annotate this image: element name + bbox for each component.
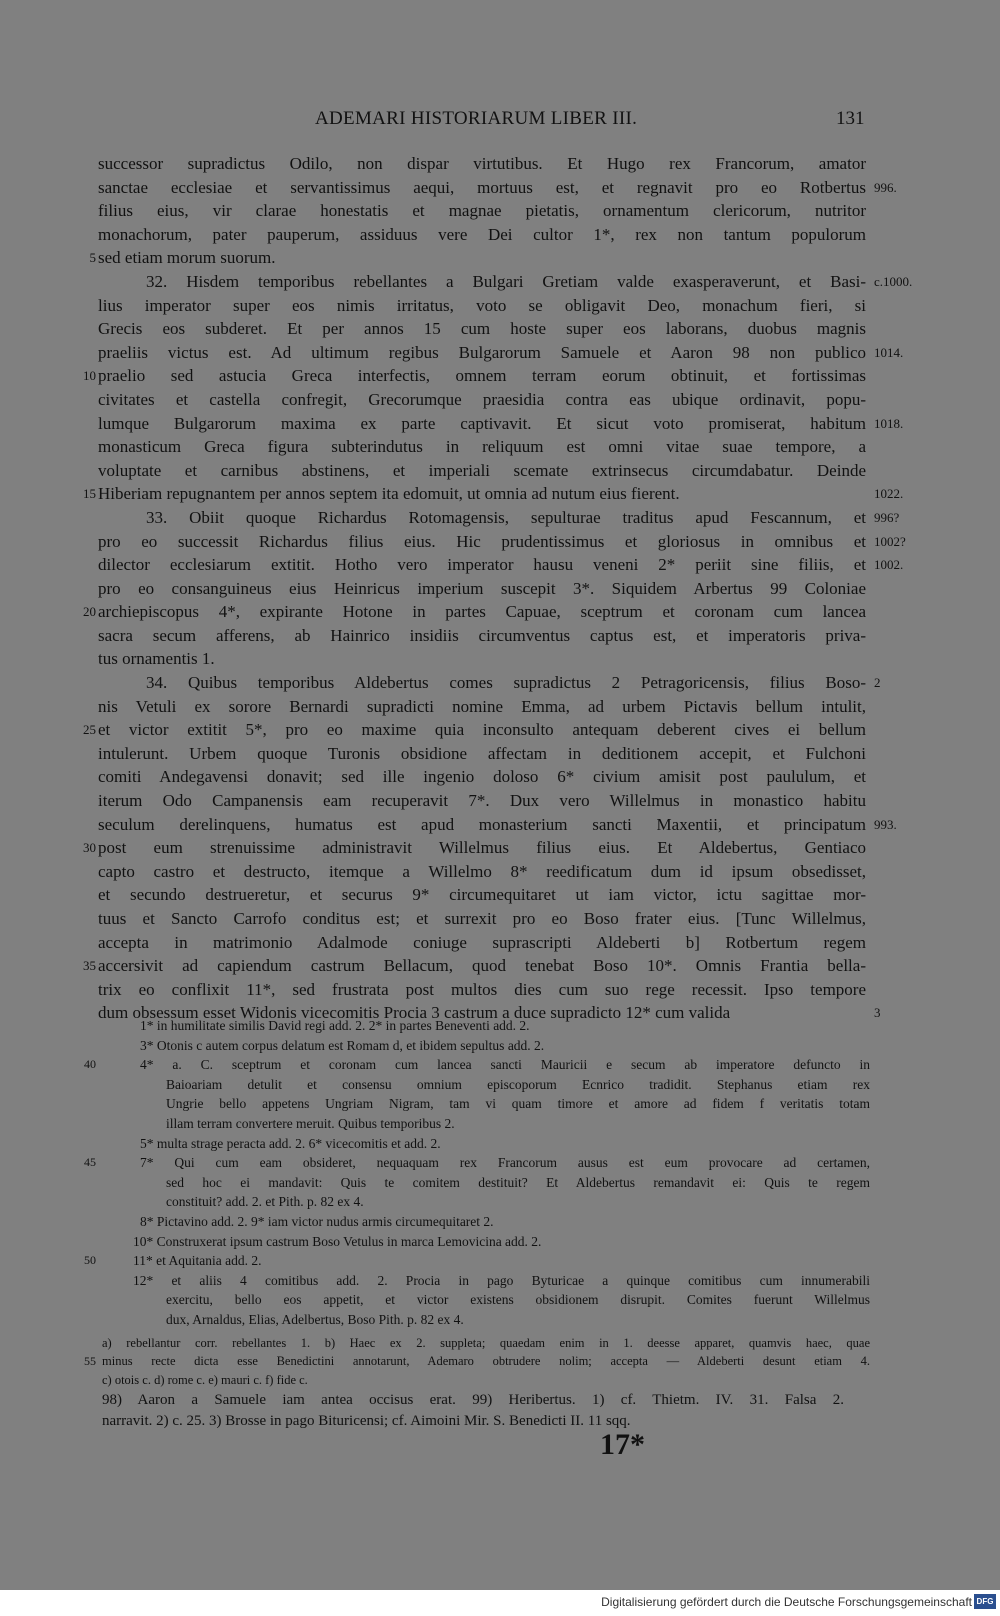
- margin-date: 1002.: [874, 557, 904, 573]
- text-line: [0, 152, 1000, 176]
- footer-credit: Digitalisierung gefördert durch die Deutsche Forschungsgemeinschaft: [601, 1595, 972, 1609]
- note-text: 7* Qui cum eam obsideret, nequaquam rex Francorum ausus est eum provocare ad certamen,: [140, 1155, 870, 1171]
- line-text: Hiberiam repugnantem per annos septem ita edomuit, ut omnia ad nutum eius fierent.: [98, 484, 680, 504]
- line-text: trix eo conflixit 11*, sed frustrata post multos dies cum suo rege recessit. Ipso tempore: [98, 979, 866, 999]
- line-text: voluptate et carnibus abstinens, et imperiali scemate extrinsecus circumdabatur. Deinde: [98, 460, 866, 480]
- footnote-line: [0, 1390, 1000, 1411]
- signature-mark: 17*: [600, 1428, 645, 1461]
- text-line: [0, 435, 1000, 459]
- line-text: iterum Odo Campanensis eam recuperavit 7*. Dux vero Willelmus in monastico habitu: [98, 791, 866, 811]
- text-line: [0, 600, 1000, 624]
- text-line: [0, 883, 1000, 907]
- line-text: Grecis eos subderet. Et per annos 15 cum hoste super eos laborans, duobus magnis: [98, 319, 866, 339]
- text-line: [0, 978, 1000, 1002]
- note-line: [0, 1134, 1000, 1154]
- line-text: accersivit ad capiendum castrum Bellacum, quod tenebat Boso 10*. Omnis Frantia bella-: [98, 956, 866, 976]
- text-line: [0, 718, 1000, 742]
- note-text: dux, Arnaldus, Elias, Adelbertus, Boso Pith. p. 82 ex 4.: [166, 1311, 464, 1327]
- note-text: Baioariam detulit et consensu omnium episcoporum Ecnrico tradidit. Stephanus etiam rex: [166, 1076, 870, 1092]
- text-line: [0, 176, 1000, 200]
- note-text: 11* et Aquitania add. 2.: [133, 1253, 262, 1269]
- line-text: accepta in matrimonio Adalmode coniuge suprascripti Aldeberti b] Rotbertum regem: [98, 932, 866, 952]
- line-text: dum obsessum esset Widonis vicecomitis Procia 3 castrum a duce supradicto 12* cum valida: [98, 1003, 731, 1023]
- note-line: [0, 1232, 1000, 1252]
- note-text: sed hoc ei mandavit: Quis te comitem destituit? Et Aldebertus remandavit ei: Quis te regem: [166, 1174, 870, 1190]
- line-text: 34. Quibus temporibus Aldebertus comes supradictus 2 Petragoricensis, filius Boso-: [146, 673, 866, 693]
- text-line: [0, 364, 1000, 388]
- line-number: 10: [83, 368, 96, 384]
- note-text: constituit? add. 2. et Pith. p. 82 ex 4.: [166, 1194, 364, 1210]
- text-line: [0, 954, 1000, 978]
- running-title: ADEMARI HISTORIARUM LIBER III.: [315, 108, 638, 129]
- note-text: 4* a. C. sceptrum et coronam cum lancea sancti Mauricii e secum ab imperatore defuncto in: [140, 1057, 870, 1073]
- line-text: et secundo destrueretur, et securus 9* circumequitaret ut iam victor, ictu sagittae mor-: [98, 885, 866, 905]
- line-text: lumque Bulgarorum maxima ex parte captivavit. Et sicut voto promiserat, habitum: [98, 413, 866, 433]
- margin-date: 1022.: [874, 486, 904, 502]
- text-line: [0, 553, 1000, 577]
- footer-bar: [0, 1590, 1000, 1616]
- line-number: 5: [89, 250, 96, 266]
- variant-text: minus recte dicta esse Benedictini annotarunt, Ademaro obtrudere nolim; accepta — Aldeberti desunt etiam 4.: [102, 1354, 870, 1369]
- line-number: 50: [84, 1253, 96, 1268]
- margin-date: 1014.: [874, 344, 904, 360]
- margin-date: 1018.: [874, 415, 904, 431]
- line-text: pro eo consanguineus eius Heinricus imperium suscepit 3*. Siquidem Arbertus 99 Coloniae: [98, 578, 866, 598]
- line-number: 35: [83, 958, 96, 974]
- line-number: 40: [84, 1057, 96, 1072]
- text-line: [0, 624, 1000, 648]
- line-number: 30: [83, 840, 96, 856]
- line-text: sanctae ecclesiae et servantissimus aequi, mortuus est, et regnavit pro eo Rotbertus: [98, 177, 866, 197]
- text-line: [0, 388, 1000, 412]
- line-number: 45: [84, 1155, 96, 1170]
- footnote-text: 98) Aaron a Samuele iam antea occisus erat. 99) Heribertus. 1) cf. Thietm. IV. 31. Falsa 2.: [102, 1392, 844, 1408]
- text-line: [0, 836, 1000, 860]
- variant-text: c) otois c. d) rome c. e) mauri c. f) fide c.: [102, 1372, 308, 1387]
- line-number: 25: [83, 722, 96, 738]
- line-text: filius eius, vir clarae honestatis et magnae pietatis, ornamentum clericorum, nutritor: [98, 201, 866, 221]
- note-line: [0, 1114, 1000, 1134]
- line-text: archiepiscopus 4*, expirante Hotone in partes Capuae, sceptrum et coronam cum lancea: [98, 602, 866, 622]
- margin-date: 2: [874, 675, 881, 691]
- line-text: capto castro et destructo, itemque a Willelmo 8* reedificatum dum id ipsum obsedisset,: [98, 861, 866, 881]
- footnote-line: [0, 1411, 1000, 1432]
- dfg-logo: DFG: [974, 1594, 996, 1609]
- line-number: 55: [84, 1354, 96, 1369]
- text-line: [0, 765, 1000, 789]
- note-line: [0, 1094, 1000, 1114]
- note-line: [0, 1153, 1000, 1173]
- variant-line: [0, 1334, 1000, 1352]
- page-header: [0, 108, 1000, 134]
- main-text: [0, 152, 1000, 1025]
- text-line: [0, 412, 1000, 436]
- line-text: et victor extitit 5*, pro eo maxime quia inconsulto antequam deberent cives ei bellum: [98, 720, 866, 740]
- variant-text: a) rebellantur corr. rebellantes 1. b) Haec ex 2. suppleta; quaedam enim in 1. deesse apparet, quamvis haec, quae: [102, 1336, 870, 1350]
- text-line: [0, 671, 1000, 695]
- margin-date: 1002?: [874, 533, 906, 549]
- text-line: [0, 907, 1000, 931]
- note-line: [0, 1310, 1000, 1330]
- note-text: illam terram convertere meruit. Quibus temporibus 2.: [166, 1115, 455, 1131]
- margin-date: 996?: [874, 509, 900, 525]
- line-text: monachorum, pater pauperum, assiduus vere Dei cultor 1*, rex non tantum populorum: [98, 224, 866, 244]
- margin-date: 993.: [874, 816, 897, 832]
- line-text: tus ornamentis 1.: [98, 649, 215, 669]
- note-text: exercitu, bello eos appetit, et victor existens obsidionem disrupit. Comites fuerunt Willelmus: [166, 1292, 870, 1308]
- additions-apparatus: [0, 1016, 1000, 1330]
- text-line: [0, 459, 1000, 483]
- note-line: [0, 1075, 1000, 1095]
- note-text: 3* Otonis c autem corpus delatum est Romam d, et ibidem sepultus add. 2.: [140, 1037, 545, 1053]
- line-text: seculum derelinquens, humatus est apud monasterium sancti Maxentii, et principatum: [98, 814, 866, 834]
- text-line: [0, 931, 1000, 955]
- note-line: [0, 1016, 1000, 1036]
- line-text: 32. Hisdem temporibus rebellantes a Bulgari Gretiam valde exasperaverunt, et Basi-: [146, 271, 866, 291]
- margin-date: 3: [874, 1005, 881, 1021]
- text-line: [0, 270, 1000, 294]
- line-text: comiti Andegavensi donavit; sed ille ingenio doloso 6* civium amisit post paululum, et: [98, 767, 866, 787]
- note-text: 8* Pictavino add. 2. 9* iam victor nudus armis circumequitaret 2.: [140, 1213, 494, 1229]
- line-text: dilector ecclesiarum extitit. Hotho vero imperator hausu veneni 2* periit sine filiis, et: [98, 555, 866, 575]
- text-line: [0, 506, 1000, 530]
- line-text: sed etiam morum suorum.: [98, 248, 276, 268]
- text-line: [0, 647, 1000, 671]
- note-text: 10* Construxerat ipsum castrum Boso Vetulus in marca Lemovicina add. 2.: [133, 1233, 542, 1249]
- note-line: [0, 1290, 1000, 1310]
- note-line: [0, 1192, 1000, 1212]
- note-line: [0, 1212, 1000, 1232]
- line-text: intulerunt. Urbem quoque Turonis obsidione affectam in deditionem accepit, et Fulchoni: [98, 743, 866, 763]
- note-line: [0, 1055, 1000, 1075]
- line-text: post eum strenuissime administravit Willelmus filius eius. Et Aldebertus, Gentiaco: [98, 838, 866, 858]
- note-text: Ungrie bello appetens Ungriam Nigram, tam vi quam timore et amore ad fidem f veritatis totam: [166, 1096, 870, 1112]
- text-line: [0, 577, 1000, 601]
- line-text: praelio sed astucia Greca interfectis, omnem terram eorum obtinuit, et fortissimas: [98, 366, 866, 386]
- footnote-text: narravit. 2) c. 25. 3) Brosse in pago Bituricensi; cf. Aimoini Mir. S. Benedicti II. 11 sqq.: [102, 1413, 631, 1429]
- text-line: [0, 246, 1000, 270]
- editor-footnotes: [0, 1390, 1000, 1432]
- text-line: [0, 530, 1000, 554]
- note-line: [0, 1251, 1000, 1271]
- line-text: civitates et castella confregit, Grecorumque praesidia contra eas ubique ordinavit, popu-: [98, 389, 866, 409]
- margin-date: c.1000.: [874, 273, 913, 289]
- text-line: [0, 199, 1000, 223]
- text-line: [0, 813, 1000, 837]
- line-text: successor supradictus Odilo, non dispar virtutibus. Et Hugo rex Francorum, amator: [98, 154, 866, 173]
- note-line: [0, 1173, 1000, 1193]
- line-text: lius imperator super eos nimis irritatus, voto se obligavit Deo, monachum fieri, si: [98, 295, 866, 315]
- margin-date: 996.: [874, 179, 897, 195]
- note-text: 5* multa strage peracta add. 2. 6* vicecomitis et add. 2.: [140, 1135, 441, 1151]
- note-text: 12* et aliis 4 comitibus add. 2. Procia in pago Byturicae a quinque comitibus cum innumerabili: [133, 1272, 870, 1288]
- variant-line: [0, 1371, 1000, 1389]
- page-number: 131: [836, 108, 865, 129]
- line-text: tuus et Sancto Carrofo conditus est; et surrexit pro eo Boso frater eius. [Tunc Willelmus,: [98, 909, 866, 928]
- text-line: [0, 695, 1000, 719]
- line-text: pro eo successit Richardus filius eius. Hic prudentissimus et gloriosus in omnibus et: [98, 531, 866, 551]
- text-line: [0, 742, 1000, 766]
- text-line: [0, 341, 1000, 365]
- line-text: monasticum Greca figura subterindutus in reliquum est omni vitae suae tempore, a: [98, 437, 866, 457]
- note-line: [0, 1271, 1000, 1291]
- text-line: [0, 482, 1000, 506]
- variant-apparatus: [0, 1334, 1000, 1389]
- note-text: 1* in humilitate similis David regi add. 2. 2* in partes Beneventi add. 2.: [140, 1018, 530, 1033]
- line-number: 15: [83, 486, 96, 502]
- line-text: nis Vetuli ex sorore Bernardi supradicti nomine Emma, ad urbem Pictavis bellum intulit,: [98, 696, 866, 716]
- note-line: [0, 1036, 1000, 1056]
- text-line: [0, 789, 1000, 813]
- text-line: [0, 294, 1000, 318]
- line-text: sacra secum afferens, ab Hainrico insidiis circumventus captus est, et imperatoris priva-: [98, 625, 866, 645]
- text-line: [0, 860, 1000, 884]
- text-line: [0, 317, 1000, 341]
- variant-line: [0, 1352, 1000, 1370]
- line-text: praeliis victus est. Ad ultimum regibus Bulgarorum Samuele et Aaron 98 non publico: [98, 342, 866, 362]
- line-number: 20: [83, 604, 96, 620]
- text-line: [0, 223, 1000, 247]
- line-text: 33. Obiit quoque Richardus Rotomagensis, sepulturae traditus apud Fescannum, et: [146, 507, 866, 527]
